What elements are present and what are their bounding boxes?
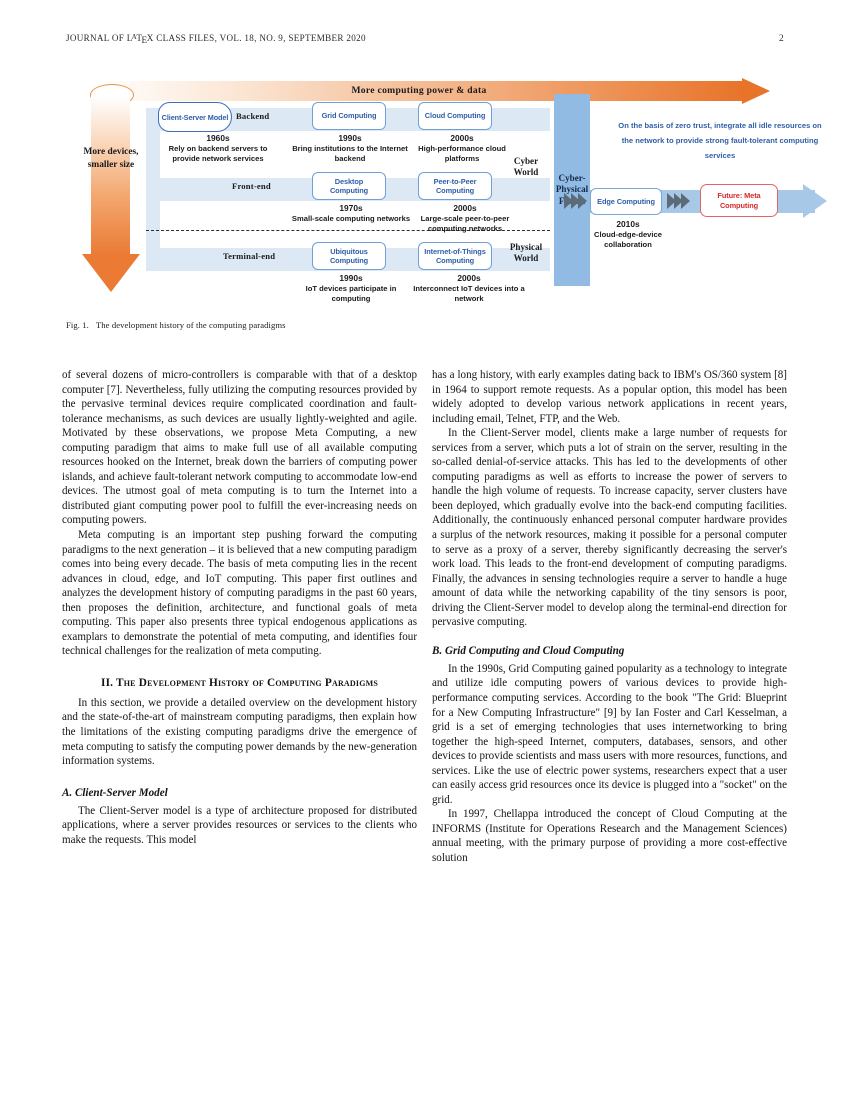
- box-future-meta-computing: Future: Meta Computing: [700, 184, 778, 217]
- subsection-heading-b: B. Grid Computing and Cloud Computing: [432, 644, 625, 657]
- desc-desktop: Small-scale computing networks: [291, 214, 411, 224]
- future-path-arrow-head-icon: [803, 184, 827, 218]
- journal-title-prefix: JOURNAL OF: [66, 33, 127, 43]
- decade-cloud: 2000s: [450, 133, 474, 143]
- paragraph-left-4: The Client-Server model is a type of architecture proposed for distributed applications, where a server provides resources or services to the clients who make the requests. This model: [62, 804, 417, 846]
- caption-ubiquitous: [286, 274, 416, 304]
- latex-t-glyph: T: [136, 33, 142, 43]
- journal-title: [66, 33, 366, 43]
- box-cloud-computing: Cloud Computing: [418, 102, 492, 130]
- column-right: [432, 368, 787, 866]
- decade-p2p: 2000s: [453, 203, 477, 213]
- decade-client-server: 1960s: [206, 133, 230, 143]
- decade-edge: 2010s: [616, 219, 640, 229]
- caption-grid: [280, 134, 420, 164]
- cyber-physical-fusion-column: [554, 94, 590, 286]
- zero-trust-note: On the basis of zero trust, integrate all idle resources on the network to provide strong fault-tolerant computing services: [618, 121, 822, 161]
- caption-p2p: [402, 204, 528, 234]
- chevron-icon: [578, 193, 587, 209]
- desc-cloud: High-performance cloud platforms: [418, 144, 506, 164]
- more-devices-smaller-size-arrow: [82, 84, 140, 296]
- box-ubiquitous-computing: Ubiquitous Computing: [312, 242, 386, 270]
- caption-desktop: [290, 204, 412, 224]
- decade-desktop: 1970s: [339, 203, 363, 213]
- box-peer-to-peer-computing: Peer-to-Peer Computing: [418, 172, 492, 200]
- left-arrow-shaft: [91, 96, 130, 256]
- figure-1-caption: [66, 320, 466, 330]
- decade-iot: 2000s: [457, 273, 481, 283]
- latex-a-glyph: A: [131, 33, 137, 42]
- desc-client-server: Rely on backend servers to provide network services: [168, 144, 268, 164]
- decade-ubiquitous: 1990s: [339, 273, 363, 283]
- tier-label-terminal: Terminal-end: [223, 251, 276, 261]
- figure-caption-text: The development history of the computing paradigms: [95, 320, 286, 330]
- chevron-group-to-edge-icon: [564, 193, 585, 209]
- label-cyber-world: Cyber World: [513, 156, 539, 177]
- desc-grid: Bring institutions to the Internet backend: [292, 144, 408, 164]
- subsection-heading-a: A. Client-Server Model: [62, 786, 168, 799]
- left-arrow-head-icon: [82, 254, 140, 292]
- page-number: 2: [778, 34, 784, 44]
- top-arrow-head-icon: [742, 78, 770, 104]
- top-arrow-label: More computing power & data: [351, 85, 487, 96]
- paragraph-left-1: of several dozens of micro-controllers is comparable with that of a desktop computer [7]. Nevertheless, fully utilizing the computing resources provided by the pervasive terminal devices require complicated coordination and fault-tolerance mechanisms, as such devices are usually lightly-weighted and agile. Motivated by these observations, we propose Meta Computing, a new computing paradigm that aims to make full use of all available computing resources hooked on the Internet, break down the barriers of computing power islands, and achieve fault-tolerant network computing to accommodate low-end devices. The utmost goal of meta computing is to turn the Internet into a distributed giant computing power pool to fulfill the ever-increasing needs on computing powers.: [62, 369, 417, 527]
- decade-grid: 1990s: [338, 133, 362, 143]
- paragraph-left-2: Meta computing is an important step pushing forward the computing paradigms to the next generation – it is believed that a new computing paradigm comes into being every decade. The basis of meta computing lies in the recent advances in cloud, edge, and IoT computing. This paper first outlines and analyzes the development history of computing paradigms in the past 60 years, then proposes the definition, architecture, and functional goals of meta computing. This paper also presents three typical endogenous applications as examplars to demonstrate the potential of meta computing, and identifies four technical challenges for the realization of meta computing.: [62, 529, 417, 658]
- column-left: [62, 368, 417, 847]
- latex-l-glyph: L: [126, 33, 132, 43]
- paragraph-left-3: In this section, we provide a detailed overview on the development history and the state-of-the-art of mainstream computing paradigms, then explain how the limitations of the existing computing paradigms drive the emergence of meta computing to satisfy the computing power demands by the new-generation information systems.: [62, 696, 417, 768]
- box-edge-computing: Edge Computing: [590, 188, 662, 215]
- desc-edge: Cloud-edge-device collaboration: [594, 230, 662, 250]
- chevron-icon: [681, 193, 690, 209]
- more-computing-power-arrow: [96, 78, 770, 104]
- box-grid-computing: Grid Computing: [312, 102, 386, 130]
- label-cyber-physical-fusion: Cyber-Physical Fusion: [555, 172, 589, 206]
- running-head: [66, 33, 784, 44]
- box-internet-of-things-computing: Internet-of-Things Computing: [418, 242, 492, 270]
- tier-label-backend: Backend: [236, 111, 270, 121]
- desc-ubiquitous: IoT devices participate in computing: [305, 284, 397, 304]
- paragraph-right-3: In the 1990s, Grid Computing gained popularity as a technology to integrate and utilize idle computing powers of various devices to provide high-performance computing services. According to the book "The Grid: Blueprint for a New Computing Infrastructure" [9] by Ian Foster and Carl Kesselman, a grid is a set of emerging technologies that uses internetworking to bring together the high-speed Internet, computers, databases, sensors, and other devices to provide scientists and mass users with more resources, functions, and services. Like the use of electric power systems, researchers expect that a user can easily access grid resources once its device is plugged into a "socket" on the grid.: [432, 662, 787, 806]
- figure-1-development-history: [82, 78, 822, 306]
- caption-iot: [408, 274, 530, 304]
- tier-label-frontend: Front-end: [232, 181, 271, 191]
- chevron-group-to-meta-icon: [667, 193, 688, 209]
- left-arrow-label: More devices, smaller size: [83, 147, 139, 171]
- diagram-body: [140, 106, 822, 306]
- box-desktop-computing: Desktop Computing: [312, 172, 386, 200]
- caption-client-server: [164, 134, 272, 164]
- desc-iot: Interconnect IoT devices into a network: [413, 284, 525, 304]
- paragraph-right-2: In the Client-Server model, clients make a large number of requests for services from a server, which puts a lot of strain on the server, resulting in the so-called denial-of-service attacks. This has led to the developments of other computing paradigms as well as efforts to increase the power of servers to handle the high volume of requests. To increase capacity, server clusters have been deployed, which gradually evolve into the back-end computing facilities. Additionally, the continuously enhanced personal computer hardware provides a surplus of the network resources, making it possible for a personal computer to serve as a proxy of a server, thereby significantly decreasing the server's work load. This leads to the front-end development of computing paradigms. Finally, the advances in sensing technologies require a server to handle a huge amount of data while the networking capability of the tiny sensors is poor, driving the Client-Server model to develop along the terminal-end direction for pervasive computing.: [432, 427, 787, 629]
- section-heading-ii: II. The Development History of Computing Paradigms: [100, 676, 379, 689]
- label-physical-world: Physical World: [509, 242, 543, 263]
- latex-e-glyph: E: [141, 34, 147, 45]
- client-server-model-pill: Client-Server Model: [158, 102, 232, 132]
- paragraph-right-1: has a long history, with early examples dating back to IBM's OS/360 system [8] in 1964 to support remote requests. As a popular option, this model has been widely adopted to develop various network applications in recent years, including email, Telnet, FTP, and the Web.: [432, 369, 787, 425]
- desc-p2p: Large-scale peer-to-peer computing networks: [420, 214, 510, 234]
- paragraph-right-4: In 1997, Chellappa introduced the concept of Cloud Computing at the INFORMS (Institute for Operations Research and the Management Sciences) annual meeting, with the primary purpose of providing a more cost-effective solution: [432, 808, 787, 864]
- caption-cloud: [410, 134, 514, 164]
- journal-title-suffix: X CLASS FILES, VOL. 18, NO. 9, SEPTEMBER 2020: [146, 33, 366, 43]
- caption-edge: [576, 220, 680, 250]
- figure-caption-label: Fig. 1.: [66, 320, 89, 330]
